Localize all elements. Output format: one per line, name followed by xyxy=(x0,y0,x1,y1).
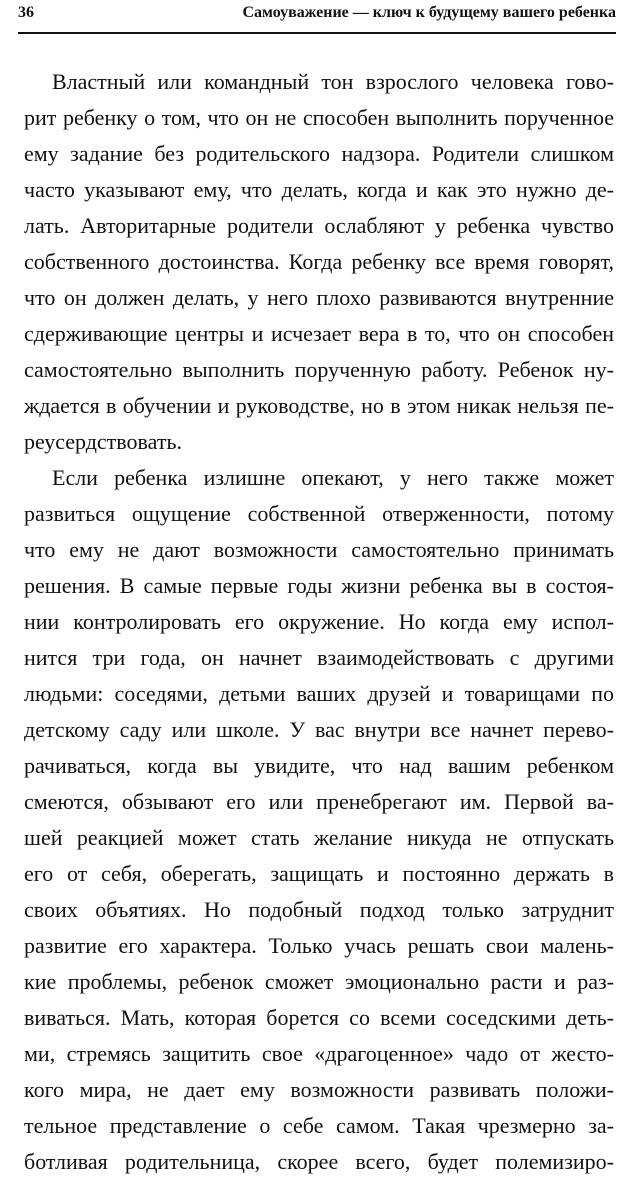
text-line: кого мира, не дает ему возможности развивать положи- xyxy=(24,1077,614,1102)
text-line: собственного достоинства. Когда ребенку все время говорят, xyxy=(24,249,614,274)
text-line: его от себя, оберегать, защищать и постоянно держать в xyxy=(24,861,614,886)
text-line: сдерживающие центры и исчезает вера в то, что он способен xyxy=(24,321,614,346)
text-line: ему задание без родительского надзора. Родители слишком xyxy=(24,141,614,166)
text-line: что он должен делать, у него плохо развиваются внутренние xyxy=(24,285,614,310)
text-line: детскому саду или школе. У вас внутри все начнет перево- xyxy=(24,717,614,742)
running-title: Самоуважение — ключ к будущему вашего ребенка xyxy=(242,4,616,21)
text-line: своих объятиях. Но подобный подход только затруднит xyxy=(24,897,614,922)
text-line: шей реакцией может стать желание никуда не отпускать xyxy=(24,825,614,850)
text-line: ми, стремясь защитить свое «драгоценное» чадо от жесто- xyxy=(24,1041,614,1066)
text-line: что ему не дают возможности самостоятельно принимать xyxy=(24,537,614,562)
page-header xyxy=(18,4,616,30)
text-line: тельное представление о себе самом. Такая чрезмерно за- xyxy=(24,1113,614,1138)
text-line: ждается в обучении и руководстве, но в этом никак нельзя пе- xyxy=(24,393,614,418)
text-line: смеются, обзывают его или пренебрегают им. Первой ва- xyxy=(24,789,614,814)
text-line: лать. Авторитарные родители ослабляют у ребенка чувство xyxy=(24,213,614,238)
text-line: рачиваться, когда вы увидите, что над вашим ребенком xyxy=(24,753,614,778)
text-line: людьми: соседями, детьми ваших друзей и товарищами по xyxy=(24,681,614,706)
text-line: реусердствовать. xyxy=(24,429,182,454)
text-line: нии контролировать его окружение. Но когда ему испол- xyxy=(24,609,614,634)
text-line: часто указывают ему, что делать, когда и как это нужно де- xyxy=(24,177,614,202)
text-line: кие проблемы, ребенок сможет эмоционально расти и раз- xyxy=(24,969,614,994)
text-line: Властный или командный тон взрослого человека гово- xyxy=(52,69,614,94)
text-line: нится три года, он начнет взаимодействовать с другими xyxy=(24,645,614,670)
page-number: 36 xyxy=(18,4,34,21)
text-line: решения. В самые первые годы жизни ребенка вы в состоя- xyxy=(24,573,614,598)
text-line: развитие его характера. Только учась решать свои малень- xyxy=(24,933,614,958)
text-line: рит ребенку о том, что он не способен выполнить порученное xyxy=(24,105,614,130)
text-line: самостоятельно выполнить порученную работу. Ребенок ну- xyxy=(24,357,614,382)
header-rule xyxy=(18,32,616,34)
text-line: Если ребенка излишне опекают, у него также может xyxy=(52,465,614,490)
text-line: развиться ощущение собственной отверженности, потому xyxy=(24,501,614,526)
text-line: виваться. Мать, которая борется со всеми соседскими деть- xyxy=(24,1005,614,1030)
text-line: ботливая родительница, скорее всего, будет полемизиро- xyxy=(24,1149,614,1174)
